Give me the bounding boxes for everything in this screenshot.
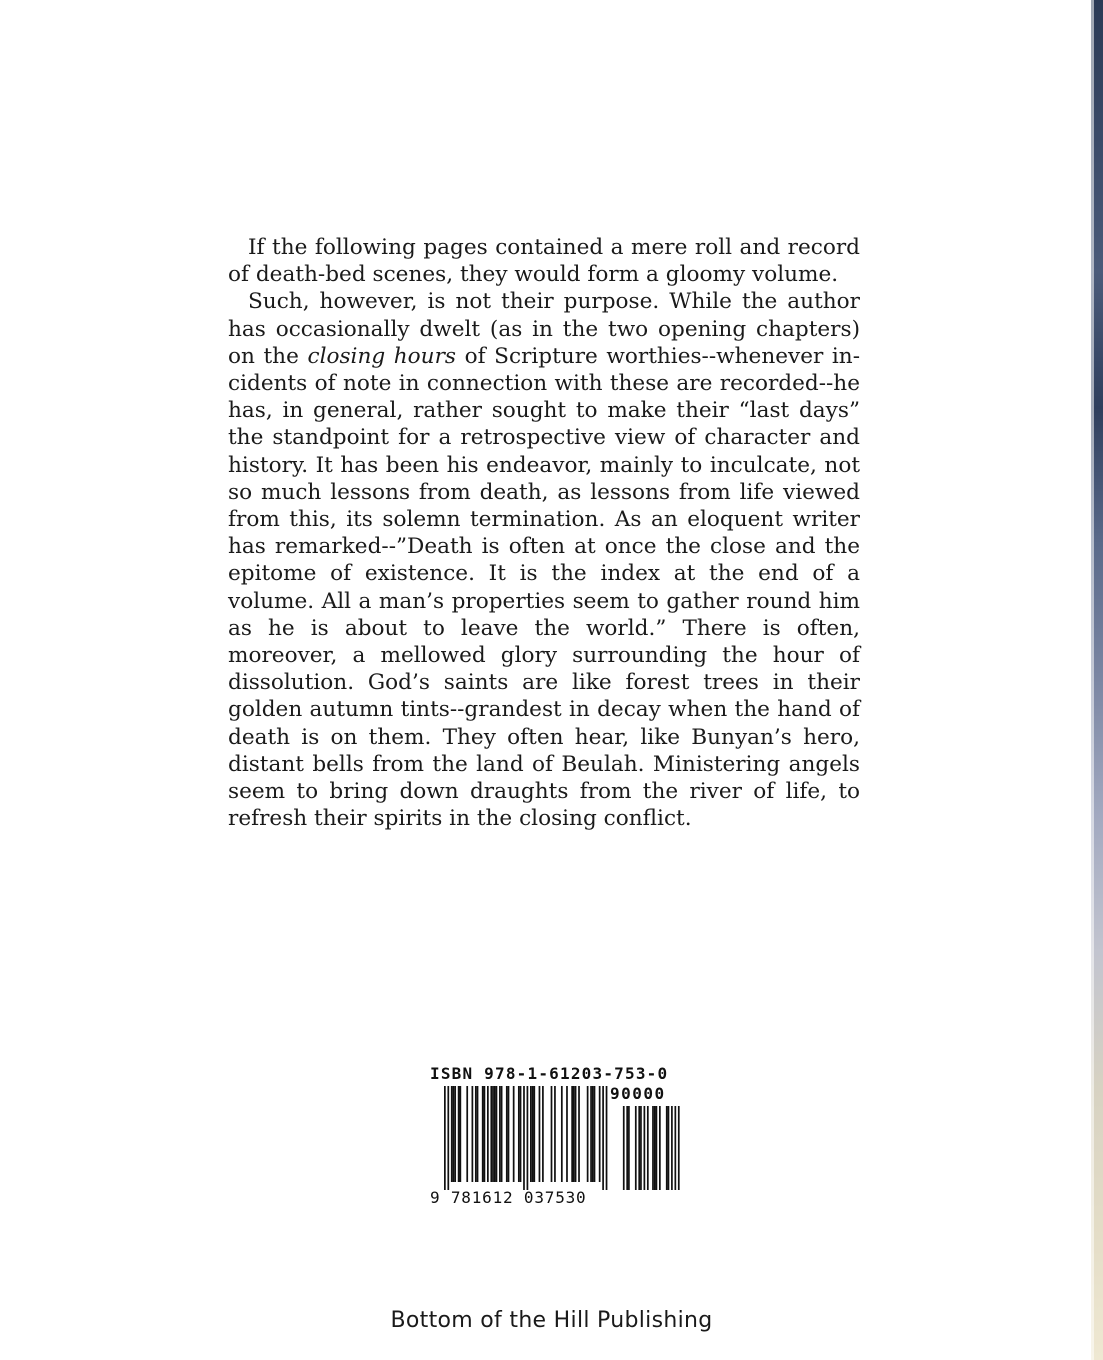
ean-bar [542,1086,544,1182]
ean-bar [573,1086,575,1182]
blurb-paragraph-2-end: of Scripture worthies--whenever incidents of note in connection with these are recorded--he has, in general, rather sought to make their “last days” the standpoint for a retrospective view of character and history. It has been his endeavor, mainly to inculcate, not so much lessons from death, as lessons from life viewed from this, its solemn termination. As an eloquent writer has remarked--”Death is often at once the close and the epitome of existence. It is the index at the end of a volume. All a man’s properties seem to gather round him as he is about to leave the world.” There is often, moreover, a mellowed glory surrounding the hour of dissolution. God’s saints are like forest trees in their golden autumn tints--grandest in decay when the hand of death is on them. They often hear, like Bunyan’s hero, distant bells from the land of Beulah. Ministering angels seem to bring down draughts from the river of life, to refresh their spirits in the closing conflict. [228,343,861,832]
ean-bar [482,1086,484,1182]
isbn-label: ISBN 978-1-61203-753-0 [430,1064,669,1083]
ean-bar [447,1086,449,1190]
ean-bar [599,1086,601,1182]
ean-bar [592,1086,594,1182]
addon-bar [659,1106,661,1190]
ean-bar [518,1086,520,1182]
ean-bar [561,1086,563,1182]
ean-bar [554,1086,556,1182]
ean-bar [532,1086,534,1182]
addon-bar [674,1106,676,1190]
blurb-paragraph-2-start: Such, however, is not their purpose. While the author has occasionally dwelt (as in the two opening chapters) on the [228,289,860,369]
ean-bar [458,1086,460,1182]
addon-bar [652,1106,654,1190]
ean-bar [494,1086,496,1182]
addon-bar [640,1106,642,1190]
isbn-barcode [430,1064,680,1214]
addon-bar [644,1106,646,1190]
blurb-paragraph-2 [228,288,860,832]
ean-bar [454,1086,456,1182]
addon-bar [656,1106,658,1190]
ean-bar [520,1086,522,1182]
ean-bar [451,1086,453,1182]
blurb-italic-phrase: closing hours [307,343,456,369]
ean-bar [496,1086,498,1182]
ean-bar [590,1086,592,1182]
addon-bar [668,1106,670,1190]
ean-bar [506,1086,508,1182]
addon-bar [647,1106,649,1190]
ean-bar [459,1086,461,1182]
ean-bar [530,1086,532,1182]
ean-bar [533,1086,535,1182]
addon-bar [666,1106,668,1190]
spine-edge [1091,0,1103,1360]
addon-bar [635,1106,637,1190]
ean-bar [492,1086,494,1182]
ean-bar [578,1086,580,1182]
ean-bar [475,1086,477,1182]
ean-bar [501,1086,503,1182]
ean-bar [472,1086,474,1182]
ean-bar [566,1086,568,1182]
ean-bar [587,1086,589,1182]
publisher-name: Bottom of the Hill Publishing [390,1308,713,1333]
back-cover-blurb [228,234,860,832]
ean-bar [594,1086,596,1182]
ean-bar [444,1086,446,1190]
ean-bar [453,1086,455,1182]
ean-bar [513,1086,515,1182]
blurb-paragraph-1: If the following pages contained a mere roll and record of death-bed scenes, they would form a gloomy volume. [228,235,860,288]
addon-bar [626,1106,628,1190]
addon-bar [638,1106,640,1190]
ean-bar [575,1086,577,1182]
ean-bar [484,1086,486,1182]
ean-bar [539,1086,541,1182]
ean-bar [551,1086,553,1182]
ean-bar [523,1086,525,1190]
ean-bar [487,1086,489,1182]
ean-bar [527,1086,529,1190]
addon-bar [628,1106,630,1190]
ean-digits: 9 781612 037530 [430,1188,587,1207]
addon-digits: 90000 [610,1084,666,1103]
addon-bar [671,1106,673,1190]
ean-bar [466,1086,468,1182]
ean-bar [508,1086,510,1182]
addon-bar [623,1106,625,1190]
ean-bar [490,1086,492,1182]
ean-bar [571,1086,573,1182]
ean-bar [499,1086,501,1182]
addon-bar [654,1106,656,1190]
addon-bar [678,1106,680,1190]
ean-bar [602,1086,604,1190]
ean-bar [477,1086,479,1182]
ean-bar [606,1086,608,1190]
